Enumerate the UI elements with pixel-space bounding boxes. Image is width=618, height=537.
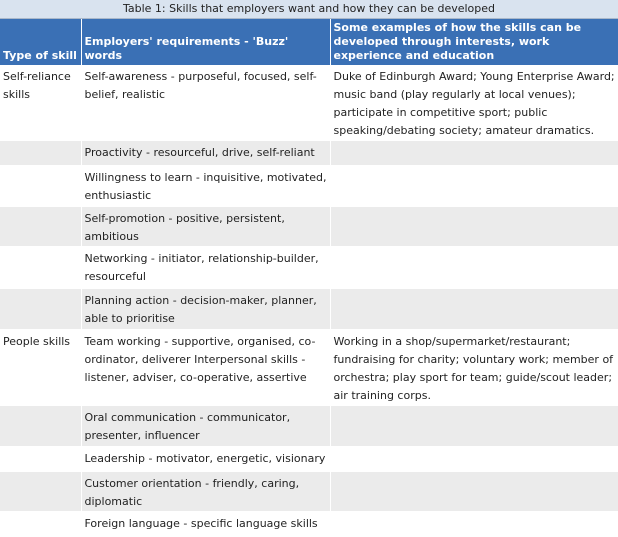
cell-requirement: Proactivity - resourceful, drive, self-reliant <box>81 141 330 166</box>
cell-type <box>0 512 81 537</box>
table-row <box>0 289 618 330</box>
cell-examples <box>330 447 618 472</box>
table-row <box>0 166 618 207</box>
cell-requirement: Customer orientation - friendly, caring, diplomatic <box>81 472 330 512</box>
cell-type <box>0 207 81 247</box>
table-row <box>0 330 618 406</box>
cell-requirement: Oral communication - communicator, presenter, influencer <box>81 406 330 447</box>
table-row <box>0 512 618 537</box>
cell-examples <box>330 207 618 247</box>
cell-type <box>0 289 81 330</box>
cell-type <box>0 447 81 472</box>
cell-requirement: Planning action - decision-maker, planner, able to prioritise <box>81 289 330 330</box>
table-header-row <box>0 19 618 65</box>
table-row <box>0 65 618 141</box>
cell-type <box>0 247 81 289</box>
cell-type: People skills <box>0 330 81 406</box>
cell-examples <box>330 406 618 447</box>
cell-requirement: Leadership - motivator, energetic, visionary <box>81 447 330 472</box>
table-row <box>0 207 618 247</box>
cell-requirement: Networking - initiator, relationship-builder, resourceful <box>81 247 330 289</box>
skills-table <box>0 19 618 537</box>
cell-requirement: Self-promotion - positive, persistent, ambitious <box>81 207 330 247</box>
cell-requirement: Team working - supportive, organised, co-ordinator, deliverer Interpersonal skills - listener, adviser, co-operative, assertive <box>81 330 330 406</box>
header-employers-requirements: Employers' requirements - 'Buzz' words <box>81 19 330 65</box>
cell-examples: Duke of Edinburgh Award; Young Enterprise Award; music band (play regularly at local venues); participate in competitive sport; public speaking/debating society; amateur dramatics. <box>330 65 618 141</box>
cell-type <box>0 141 81 166</box>
cell-examples: Working in a shop/supermarket/restaurant; fundraising for charity; voluntary work; member of orchestra; play sport for team; guide/scout leader; air training corps. <box>330 330 618 406</box>
table-caption: Table 1: Skills that employers want and how they can be developed <box>0 0 618 19</box>
table-row <box>0 141 618 166</box>
cell-requirement: Foreign language - specific language skills <box>81 512 330 537</box>
cell-examples <box>330 289 618 330</box>
cell-examples <box>330 141 618 166</box>
cell-examples <box>330 247 618 289</box>
cell-type <box>0 406 81 447</box>
table-row <box>0 247 618 289</box>
header-type-of-skill: Type of skill <box>0 19 81 65</box>
cell-type <box>0 166 81 207</box>
table-row <box>0 447 618 472</box>
table-row <box>0 406 618 447</box>
cell-examples <box>330 512 618 537</box>
cell-requirement: Willingness to learn - inquisitive, motivated, enthusiastic <box>81 166 330 207</box>
header-examples: Some examples of how the skills can be developed through interests, work experience and education <box>330 19 618 65</box>
cell-type: Self-reliance skills <box>0 65 81 141</box>
cell-requirement: Self-awareness - purposeful, focused, self-belief, realistic <box>81 65 330 141</box>
cell-examples <box>330 166 618 207</box>
